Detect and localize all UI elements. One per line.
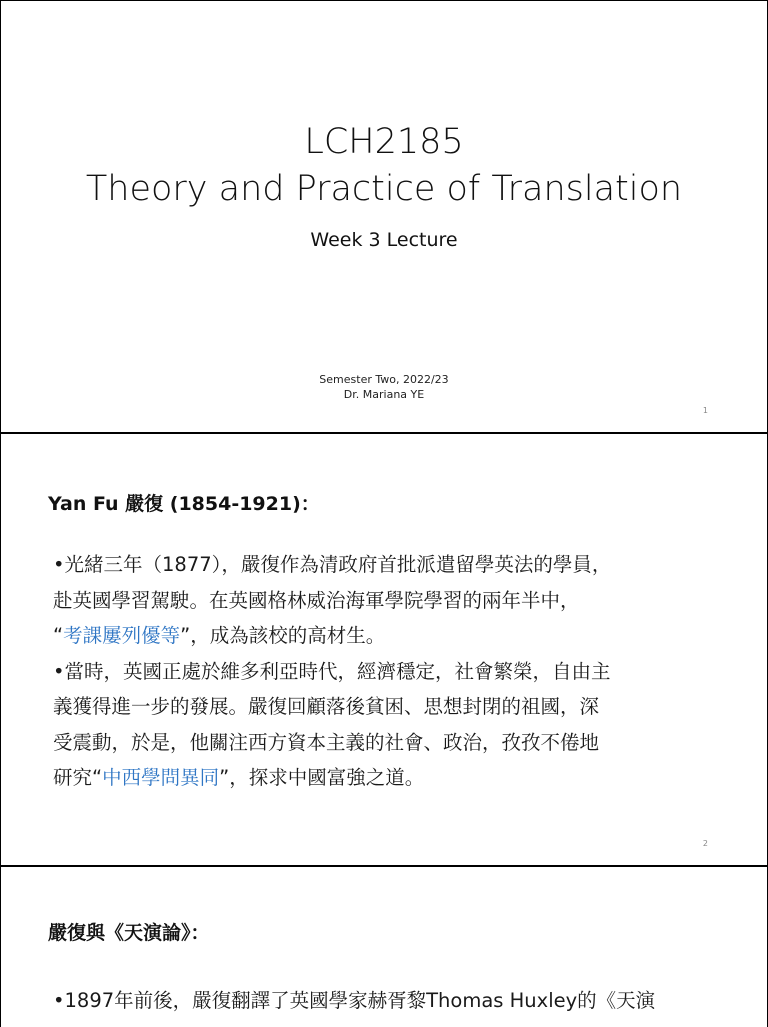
slide-heading: 嚴復與《天演論》：	[48, 922, 210, 944]
highlight-text: 中西學問異同	[102, 766, 220, 789]
slide-3	[1, 867, 767, 1027]
lecturer-name: Dr. Mariana YE	[343, 388, 425, 401]
text-segment: •當時，英國正處於維多利亞時代，經濟穩定，社會繁榮，自由主	[53, 659, 611, 683]
title-block	[1, 119, 767, 213]
body-line	[53, 983, 713, 1019]
slide-2	[1, 434, 767, 865]
text-segment: “	[53, 624, 64, 647]
page-number: 2	[702, 839, 708, 848]
text-segment: 義獲得進一步的發展。嚴復回顧落後貧困、思想封閉的祖國，深	[53, 695, 600, 718]
course-title: Theory and Practice of Translation	[85, 169, 683, 209]
text-segment: ”，探求中國富強之道。	[219, 766, 425, 789]
text-segment: 研究“	[53, 766, 103, 789]
body-line	[53, 760, 713, 796]
body-line	[53, 547, 713, 583]
text-segment: •1897年前後，嚴復翻譯了英國學家赫胥黎Thomas Huxley的《天演	[53, 989, 656, 1012]
page-number: 1	[702, 406, 708, 415]
course-info	[1, 372, 767, 402]
body-line	[53, 654, 713, 690]
body-line	[53, 583, 713, 619]
slide-1	[1, 1, 767, 432]
slide-body	[53, 547, 713, 796]
slide-heading: Yan Fu 嚴復 (1854-1921)：	[48, 493, 320, 515]
semester-text: Semester Two, 2022/23	[319, 373, 449, 386]
body-line	[53, 725, 713, 761]
course-code: LCH2185	[304, 122, 464, 162]
text-segment: 受震動，於是，他關注西方資本主義的社會、政治，孜孜不倦地	[53, 730, 600, 754]
slide-body	[53, 983, 713, 1019]
week-subtitle: Week 3 Lecture	[310, 229, 458, 251]
body-line	[53, 689, 713, 725]
highlight-text: 考課屢列優等	[63, 624, 181, 647]
text-segment: ”，成為該校的高材生。	[180, 624, 386, 647]
text-segment: •光緒三年（1877），嚴復作為清政府首批派遣留學英法的學員，	[53, 553, 612, 576]
body-line	[53, 618, 713, 654]
text-segment: 赴英國學習駕駛。在英國格林威治海軍學院學習的兩年半中，	[53, 588, 580, 612]
